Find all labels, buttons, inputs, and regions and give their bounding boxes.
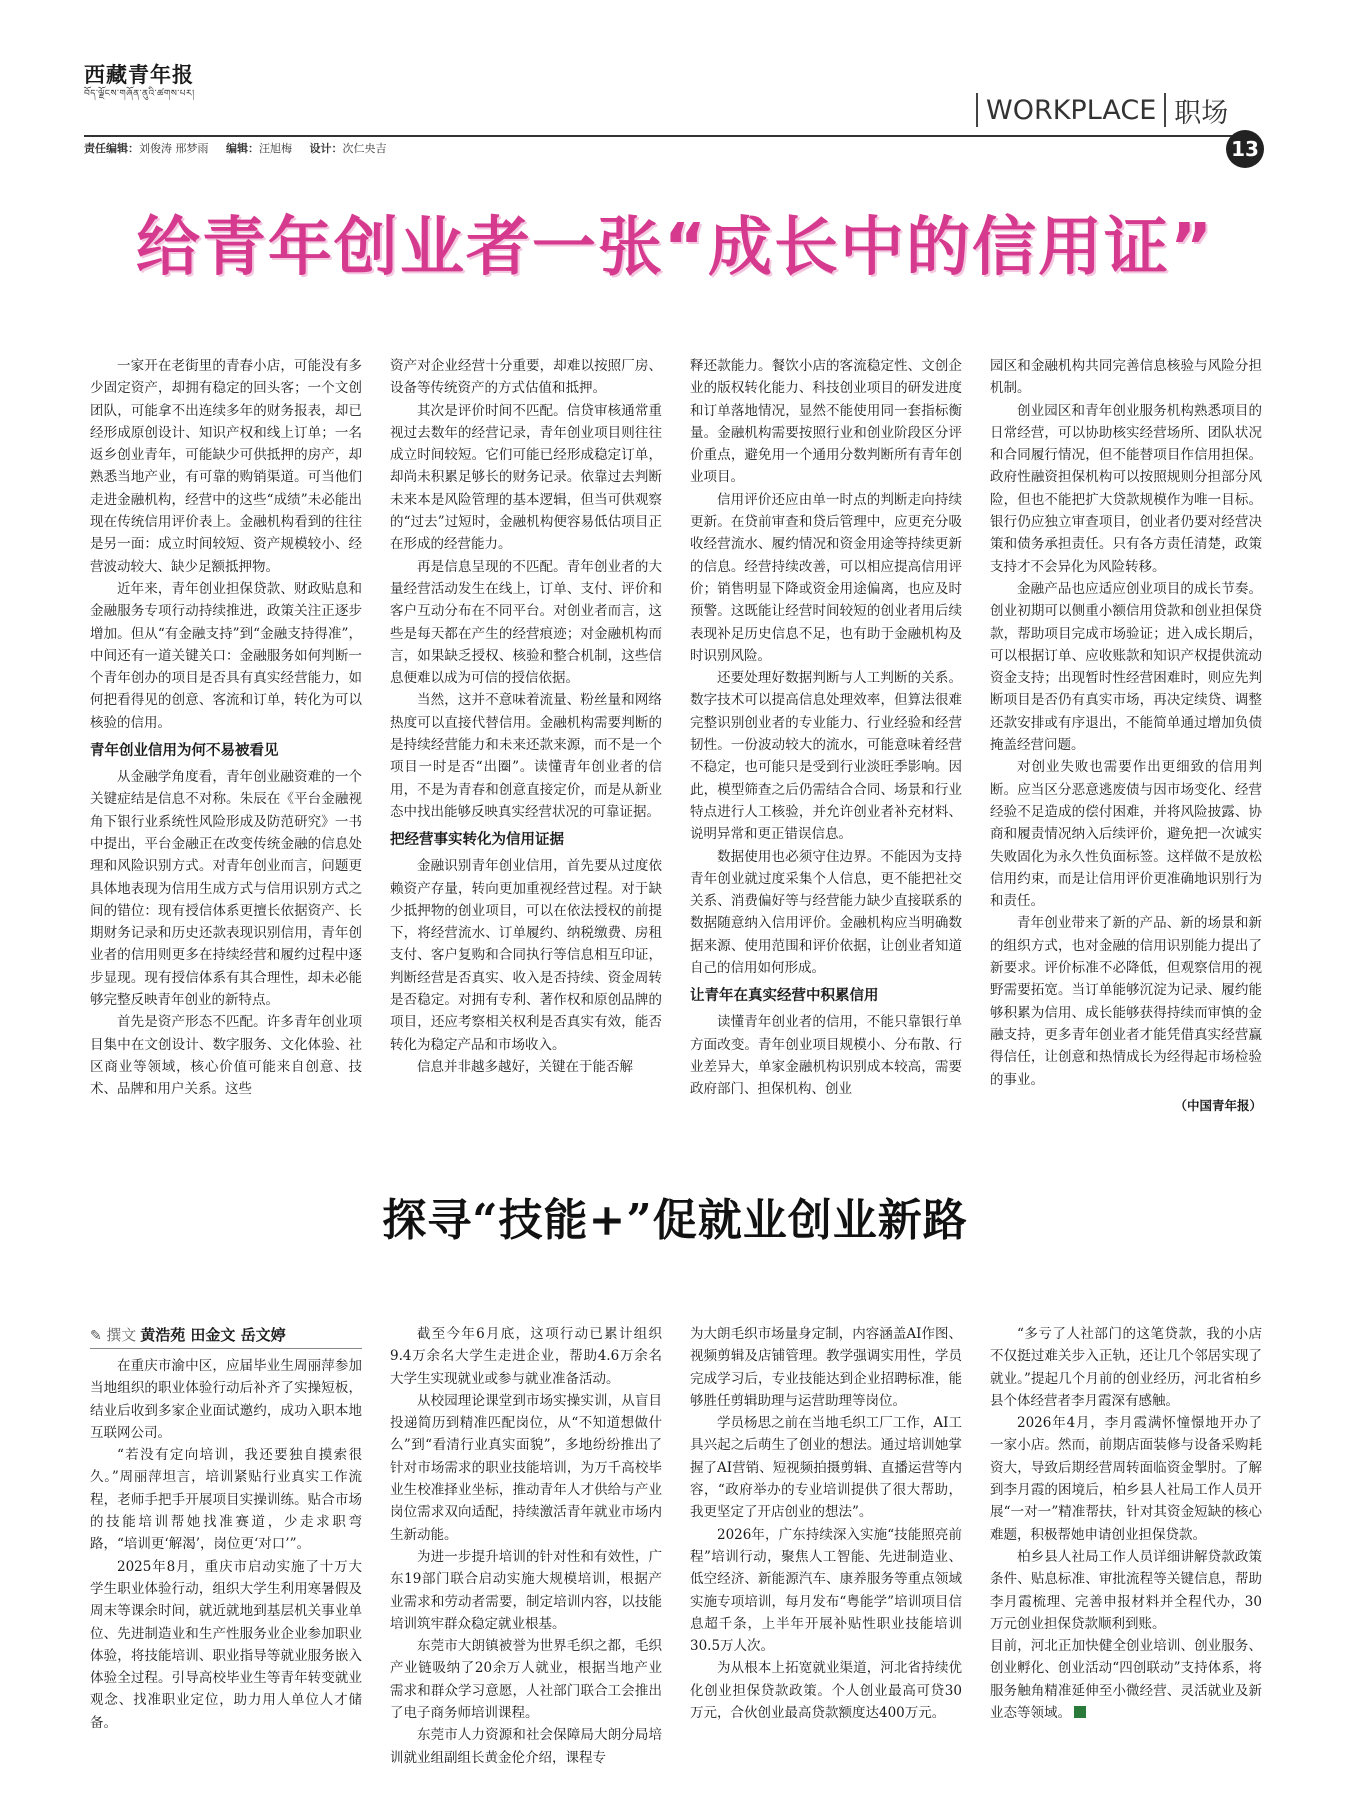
article1-body [90,355,1262,1120]
section-divider [976,93,978,127]
paragraph: 为从根本上拓宽就业渠道，河北省持续优化创业担保贷款政策。个人创业最高可贷30万元，合伙创业最高贷款额度达400万元。 [690,1660,962,1722]
byline-label: 撰文 [106,1326,137,1344]
byline-authors: 黄浩苑 田金文 岳文婷 [140,1326,286,1344]
newspaper-name: 西藏青年报 [84,62,194,87]
paragraph: 信息并非越多越好，关键在于能否解 [417,1058,633,1075]
article-source: （中国青年报） [1174,1097,1262,1113]
article2-column [990,1323,1262,1793]
paragraph: 信用评价还应由单一时点的判断走向持续更新。在贷前审查和贷后管理中，应更充分吸收经营流水、履约情况和资金用途等持续更新的信息。经营持续改善，可以相应提高信用评价；销售明显下降或资金用途偏离，也应及时预警。这既能让经营时间较短的创业者用后续表现补足历史信息不足，也有助于金融机构及时识别风险。 [690,491,962,664]
article2-column [390,1323,662,1793]
paragraph: 还要处理好数据判断与人工判断的关系。数字技术可以提高信息处理效率，但算法很难完整识别创业者的专业能力、行业经验和经营韧性。一份波动较大的流水，可能意味着经营不稳定，也可能只是受到行业淡旺季影响。因此，模型筛查之后仍需结合合同、场景和行业特点进行人工核验，并允许创业者补充材料、说明异常和更正错误信息。 [690,670,962,843]
paragraph: 从校园理论课堂到市场实操实训，从盲目投递简历到精准匹配岗位，从“不知道想做什么”到“看清行业真实面貌”，多地纷纷推出了针对市场需求的职业技能培训，为万千高校毕业生校准择业坐标，推动青年人才供给与产业岗位需求双向适配，持续激活青年就业市场内生新动能。 [390,1392,662,1543]
section-name-cn: 职场 [1174,97,1229,129]
paragraph: 其次是评价时间不匹配。信贷审核通常重视过去数年的经营记录，青年创业项目则往往成立时间较短。它们可能已经形成稳定订单，却尚未积累足够长的财务记录。依靠过去判断未来本是风险管理的基本逻辑，但当可供观察的“过去”过短时，金融机构便容易低估项目正在形成的经营能力。 [390,402,662,553]
paragraph: 东莞市大朗镇被誉为世界毛织之都，毛织产业链吸纳了20余万人就业，根据当地产业需求和群众学习意愿，人社部门联合工会推出了电子商务师培训课程。 [390,1638,662,1722]
paragraph: 数据使用也必须守住边界。不能因为支持青年创业就过度采集个人信息，更不能把社交关系、消费偏好等与经营能力缺少直接联系的数据随意纳入信用评价。金融机构应当明确数据来源、使用范围和评价依据，让创业者知道自己的信用如何形成。 [690,848,962,977]
paragraph: 对创业失败也需要作出更细致的信用判断。应当区分恶意逃废债与因市场变化、经营经验不足造成的偿付困难，并将风险披露、协商和履责情况纳入后续评价，避免把一次诚实失败固化为永久性负面标签。这样做不是放松信用约束，而是让信用评价更准确地识别行为和责任。 [990,759,1262,910]
credit-value: 次仁央吉 [342,142,387,155]
subheading: 把经营事实转化为信用证据 [390,832,564,849]
article2-column [90,1323,362,1793]
article1-headline: 给青年创业者一张“成长中的信用证” [135,211,1215,285]
section-tag [968,94,1229,129]
article2-column [690,1323,962,1793]
paragraph: 当然，这并不意味着流量、粉丝量和网络热度可以直接代替信用。金融机构需要判断的是持续经营能力和未来还款来源，而不是一个项目一时是否“出圈”。读懂青年创业者的信用，不是为青春和创意直接定价，而是从新业态中找出能够反映真实经营状况的可靠证据。 [390,692,662,820]
paragraph: 一家开在老街里的青春小店，可能没有多少固定资产，却拥有稳定的回头客；一个文创团队，可能拿不出连续多年的财务报表，却已经形成原创设计、知识产权和线上订单；一名返乡创业青年，可能缺少可供抵押的房产，却熟悉当地产业，有可靠的购销渠道。可当他们走进金融机构，经营中的这些“成绩”未必能出现在传统信用评价表上。金融机构看到的往往是另一面：成立时间较短、资产规模较小、经营波动较大、缺少足额抵押物。 [90,358,362,575]
section-divider [1164,93,1166,127]
paragraph: 青年创业带来了新的产品、新的场景和新的组织方式，也对金融的信用识别能力提出了新要求。评价标准不必降低，但观察信用的视野需要拓宽。当订单能够沉淀为记录、履约能够积累为信用、成长能够获得持续而审慎的金融支持，更多青年创业者才能凭借真实经营赢得信任，让创意和热情成长为经得起市场检验的事业。 [990,915,1262,1088]
section-name-en: WORKPLACE [986,94,1157,126]
paragraph: “多亏了人社部门的这笔贷款，我的小店不仅挺过难关步入正轨，还让几个邻居实现了就业。”提起几个月前的创业经历，河北省柏乡县个体经营者李月霞深有感触。 [990,1326,1262,1409]
paragraph: 为进一步提升培训的针对性和有效性，广东19部门联合启动实施大规模培训，根据产业需求和劳动者需要，制定培训内容，以技能培训筑牢群众稳定就业根基。 [390,1548,662,1632]
article1-column [990,355,1262,1120]
article1-column [690,355,962,1120]
paragraph: 目前，河北正加快健全创业培训、创业服务、创业孵化、创业活动“四创联动”支持体系，将服务触角精准延伸至小微经营、灵活就业及新业态等领域。 [990,1638,1262,1722]
newspaper-name-tibetan: བོད་ལྗོངས་གཞོན་ནུའི་ཚགས་པར། [84,89,195,99]
credit-value: 汪旭梅 [258,142,292,155]
header-rule [84,135,1234,137]
paragraph: 截至今年6月底，这项行动已累计组织9.4万余名大学生走进企业，帮助4.6万余名大学生实现就业或参与就业准备活动。 [390,1326,662,1387]
credit-value: 刘俊涛 邢梦雨 [139,142,209,155]
paragraph: 首先是资产形态不匹配。许多青年创业项目集中在文创设计、数字服务、文化体验、社区商业等领域，核心价值可能来自创意、技术、品牌和用户关系。这些 [90,1014,362,1098]
paragraph: 2026年4月，李月霞满怀憧憬地开办了一家小店。然而，前期店面装修与设备采购耗资大，导致后期经营周转面临资金掣肘。了解到李月霞的困境后，柏乡县人社局工作人员开展“一对一”精准帮扶，针对其资金短缺的核心难题，积极帮她申请创业担保贷款。 [990,1415,1262,1543]
pen-icon: ✎ [90,1328,107,1344]
paragraph: 从金融学角度看，青年创业融资难的一个关键症结是信息不对称。朱辰在《平台金融视角下银行业系统性风险形成及防范研究》一书中提出，平台金融正在改变传统金融的信息处理和风险识别方式。对青年创业而言，问题更具体地表现为信用生成方式与信用识别方式之间的错位：现有授信体系更擅长依据资产、长期财务记录和历史还款表现识别信用，青年创业者的信用则更多在持续经营和履约过程中逐步显现。现有授信体系有其合理性，却未必能够完整反映青年创业的新特点。 [90,769,362,1009]
article2-body [90,1323,1262,1793]
end-mark-icon [1074,1706,1086,1718]
paragraph: 创业园区和青年创业服务机构熟悉项目的日常经营，可以协助核实经营场所、团队状况和合同履行情况，但不能替项目作信用担保。政府性融资担保机构可以按照规则分担部分风险，但也不能把扩大贷款规模作为唯一目标。银行仍应独立审查项目，创业者仍要对经营决策和债务承担责任。只有各方责任清楚，政策支持才不会异化为风险转移。 [990,402,1262,575]
paragraph: 在重庆市渝中区，应届毕业生周丽萍参加当地组织的职业体验行动后补齐了实操短板，结业后收到多家企业面试邀约，成功入职本地互联网公司。 [90,1358,362,1441]
paragraph: 资产对企业经营十分重要，却难以按照厂房、设备等传统资产的方式估值和抵押。 [390,358,662,397]
article2-byline [90,1323,362,1349]
paragraph: 金融识别青年创业信用，首先要从过度依赖资产存量，转向更加重视经营过程。对于缺少抵押物的创业项目，可以在依法授权的前提下，将经营流水、订单履约、纳税缴费、房租支付、客户复购和合同执行等信息相互印证，判断经营是否真实、收入是否持续、资金周转是否稳定。对拥有专利、著作权和原创品牌的项目，还应考察相关权利是否真实有效，能否转化为稳定产品和市场收入。 [390,858,662,1053]
paragraph: 读懂青年创业者的信用，不能只靠银行单方面改变。青年创业项目规模小、分布散、行业差异大，单家金融机构识别成本较高，需要政府部门、担保机构、创业 [690,1014,962,1098]
paragraph: 释还款能力。餐饮小店的客流稳定性、文创企业的版权转化能力、科技创业项目的研发进度和订单落地情况，显然不能使用同一套指标衡量。金融机构需要按照行业和创业阶段区分评价重点，避免用一个通用分数判断所有青年创业项目。 [690,358,962,486]
paragraph: 2026年，广东持续深入实施“技能照亮前程”培训行动，聚焦人工智能、先进制造业、低空经济、新能源汽车、康养服务等重点领域实施专项培训，每月发布“粤能学”培训项目信息超千条，上半年开展补贴性职业技能培训30.5万人次。 [690,1526,962,1655]
subheading: 让青年在真实经营中积累信用 [690,988,879,1005]
paragraph: “若没有定向培训，我还要独自摸索很久。”周丽萍坦言，培训紧贴行业真实工作流程，老师手把手开展项目实操训练。贴合市场的技能培训帮她找准赛道，少走求职弯路，“培训更‘解渴’，岗位更‘对口’”。 [90,1447,362,1553]
paragraph: 柏乡县人社局工作人员详细讲解贷款政策条件、贴息标准、审批流程等关键信息，帮助李月霞梳理、完善申报材料并全程代办，30万元创业担保贷款顺利到账。 [990,1548,1262,1632]
credit-label: 编辑： [225,142,259,155]
subheading: 青年创业信用为何不易被看见 [90,743,279,760]
article1-column [390,355,662,1120]
paragraph: 为大朗毛织市场量身定制，内容涵盖AI作图、视频剪辑及店铺管理。教学强调实用性，学员完成学习后，专业技能达到企业招聘标准，能够胜任剪辑助理与运营助理等岗位。 [690,1326,962,1409]
paragraph: 园区和金融机构共同完善信息核验与风险分担机制。 [990,358,1262,397]
paragraph: 近年来，青年创业担保贷款、财政贴息和金融服务专项行动持续推进，政策关注正逐步增加。但从“有金融支持”到“金融支持得准”，中间还有一道关键关口：金融服务如何判断一个青年创办的项目是否具有真实经营能力，如何把看得见的创意、客流和订单，转化为可以核验的信用。 [90,580,362,731]
editor-credits [84,140,386,156]
paragraph: 金融产品也应适应创业项目的成长节奏。创业初期可以侧重小额信用贷款和创业担保贷款，帮助项目完成市场验证；进入成长期后，可以根据订单、应收账款和知识产权提供流动资金支持；出现暂时性经营困难时，则应先判断项目是否仍有真实市场，再决定续贷、调整还款安排或有序退出，不能简单通过增加负债掩盖经营问题。 [990,580,1262,754]
masthead [84,62,324,100]
paragraph: 2025年8月，重庆市启动实施了十万大学生职业体验行动，组织大学生利用寒暑假及周末等课余时间，就近就地到基层机关事业单位、先进制造业和生产性服务业企业参加职业体验，将技能培训、职业指导等就业服务嵌入体验全过程。引导高校毕业生等青年转变就业观念、找准职业定位，助力用人单位人才储备。 [90,1558,362,1731]
credit-label: 责任编辑： [84,142,139,155]
paragraph: 学员杨思之前在当地毛织工厂工作，AI工具兴起之后萌生了创业的想法。通过培训她掌握了AI营销、短视频拍摄剪辑、直播运营等内容，“政府举办的专业培训提供了很大帮助，我更坚定了开店创业的想法”。 [690,1415,962,1521]
paragraph: 东莞市人力资源和社会保障局大朗分局培训就业组副组长黄金伦介绍，课程专 [390,1727,662,1766]
paragraph: 再是信息呈现的不匹配。青年创业者的大量经营活动发生在线上，订单、支付、评价和客户互动分布在不同平台。对创业者而言，这些是每天都在产生的经营痕迹；对金融机构而言，如果缺乏授权、核验和整合机制，这些信息便难以成为可信的授信依据。 [390,558,662,687]
credit-label: 设计： [309,142,343,155]
article1-column [90,355,362,1120]
page-number-badge: 13 [1226,130,1264,168]
article2-headline: 探寻“技能+”促就业创业新路 [382,1195,968,1246]
